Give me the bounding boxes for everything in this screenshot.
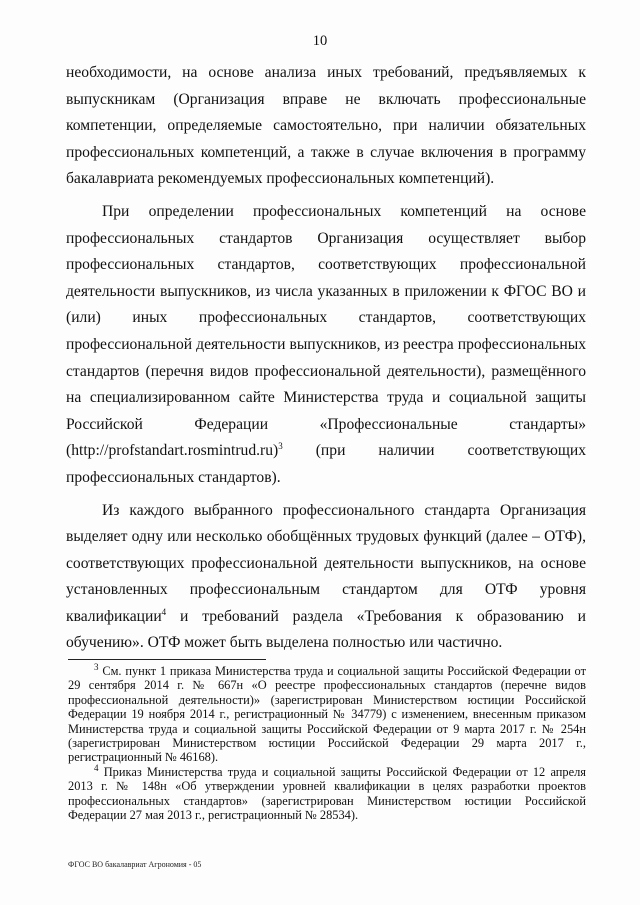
footnote-text: Приказ Министерства труда и социальной защиты Российской Федерации от 12 апреля 2013 г. № 148н «Об утверждении уровней квалификации в целях разработки проектов профессиональных стандартов» (зарегистрирован Министерством юстиции Российской Федерации 27 мая 2013 г., регистрационный № 28534). — [68, 764, 586, 823]
paragraph-text: и требований раздела «Требования к образованию и обучению». ОТФ может быть выделена полностью или частично. — [66, 607, 586, 652]
main-text — [66, 60, 586, 657]
footnotes — [68, 661, 586, 823]
footnote-text: См. пункт 1 приказа Министерства труда и социальной защиты Российской Федерации от 29 сентября 2014 г. № 667н «О реестре профессиональных стандартов (перечне видов профессиональной деятельности)» (зарегистрирован Министерством юстиции Российской Федерации 19 ноября 2014 г., регистрационный № 34779) с изменением, внесенным приказом Министерства труда и социальной защиты Российской Федерации от 9 марта 2017 г. № 254н (зарегистрирован Министерством юстиции Российской Федерации 29 марта 2017 г., регистрационный № 46168). — [68, 664, 586, 765]
footnote-ref-3: 3 — [278, 441, 283, 452]
paragraph-otf — [66, 498, 586, 658]
footnote-3 — [68, 661, 586, 765]
footnote-4 — [68, 762, 586, 823]
footnote-separator — [68, 659, 266, 660]
footnote-ref-4: 4 — [161, 606, 167, 617]
footnote-mark-4: 4 — [94, 762, 99, 773]
paragraph-text: При определении профессиональных компетенций на основе профессиональных стандартов Организация осуществляет выбор профессиональных стандартов, соответствующих профессиональной деятельности выпускников, из числа указанных в приложении к ФГОС ВО и (или) иных профессиональных стандартов, соответствующих профессиональной деятельности выпускников, из реестра профессиональных стандартов (перечня видов профессиональной деятельности), размещённого на специализированном сайте Министерства труда и социальной защиты Российской Федерации «Профессиональные стандарты» (http://profstandart.rosmintrud.ru) — [66, 202, 586, 460]
paragraph-continuation: необходимости, на основе анализа иных требований, предъявляемых к выпускникам (Организация вправе не включать профессиональные компетенции, определяемые самостоятельно, при наличии обязательных профессиональных компетенций, а также в случае включения в программу бакалавриата рекомендуемых профессиональных компетенций). — [66, 64, 586, 188]
paragraph-professional-standards — [66, 199, 586, 492]
paragraph-text: (при наличии соответствующих профессиональных стандартов). — [66, 442, 586, 486]
page-footer: ФГОС ВО бакалавриат Агрономия - 05 — [68, 860, 202, 869]
page-number: 10 — [312, 33, 328, 49]
paragraph-text: Из каждого выбранного профессионального стандарта Организация выделяет одну или несколько обобщённых трудовых функций (далее – ОТФ), соответствующих профессиональной деятельности выпускников, на основе установленных профессиональным стандартом для ОТФ уровня квалификации — [66, 501, 586, 625]
footnote-mark-3: 3 — [94, 661, 99, 672]
